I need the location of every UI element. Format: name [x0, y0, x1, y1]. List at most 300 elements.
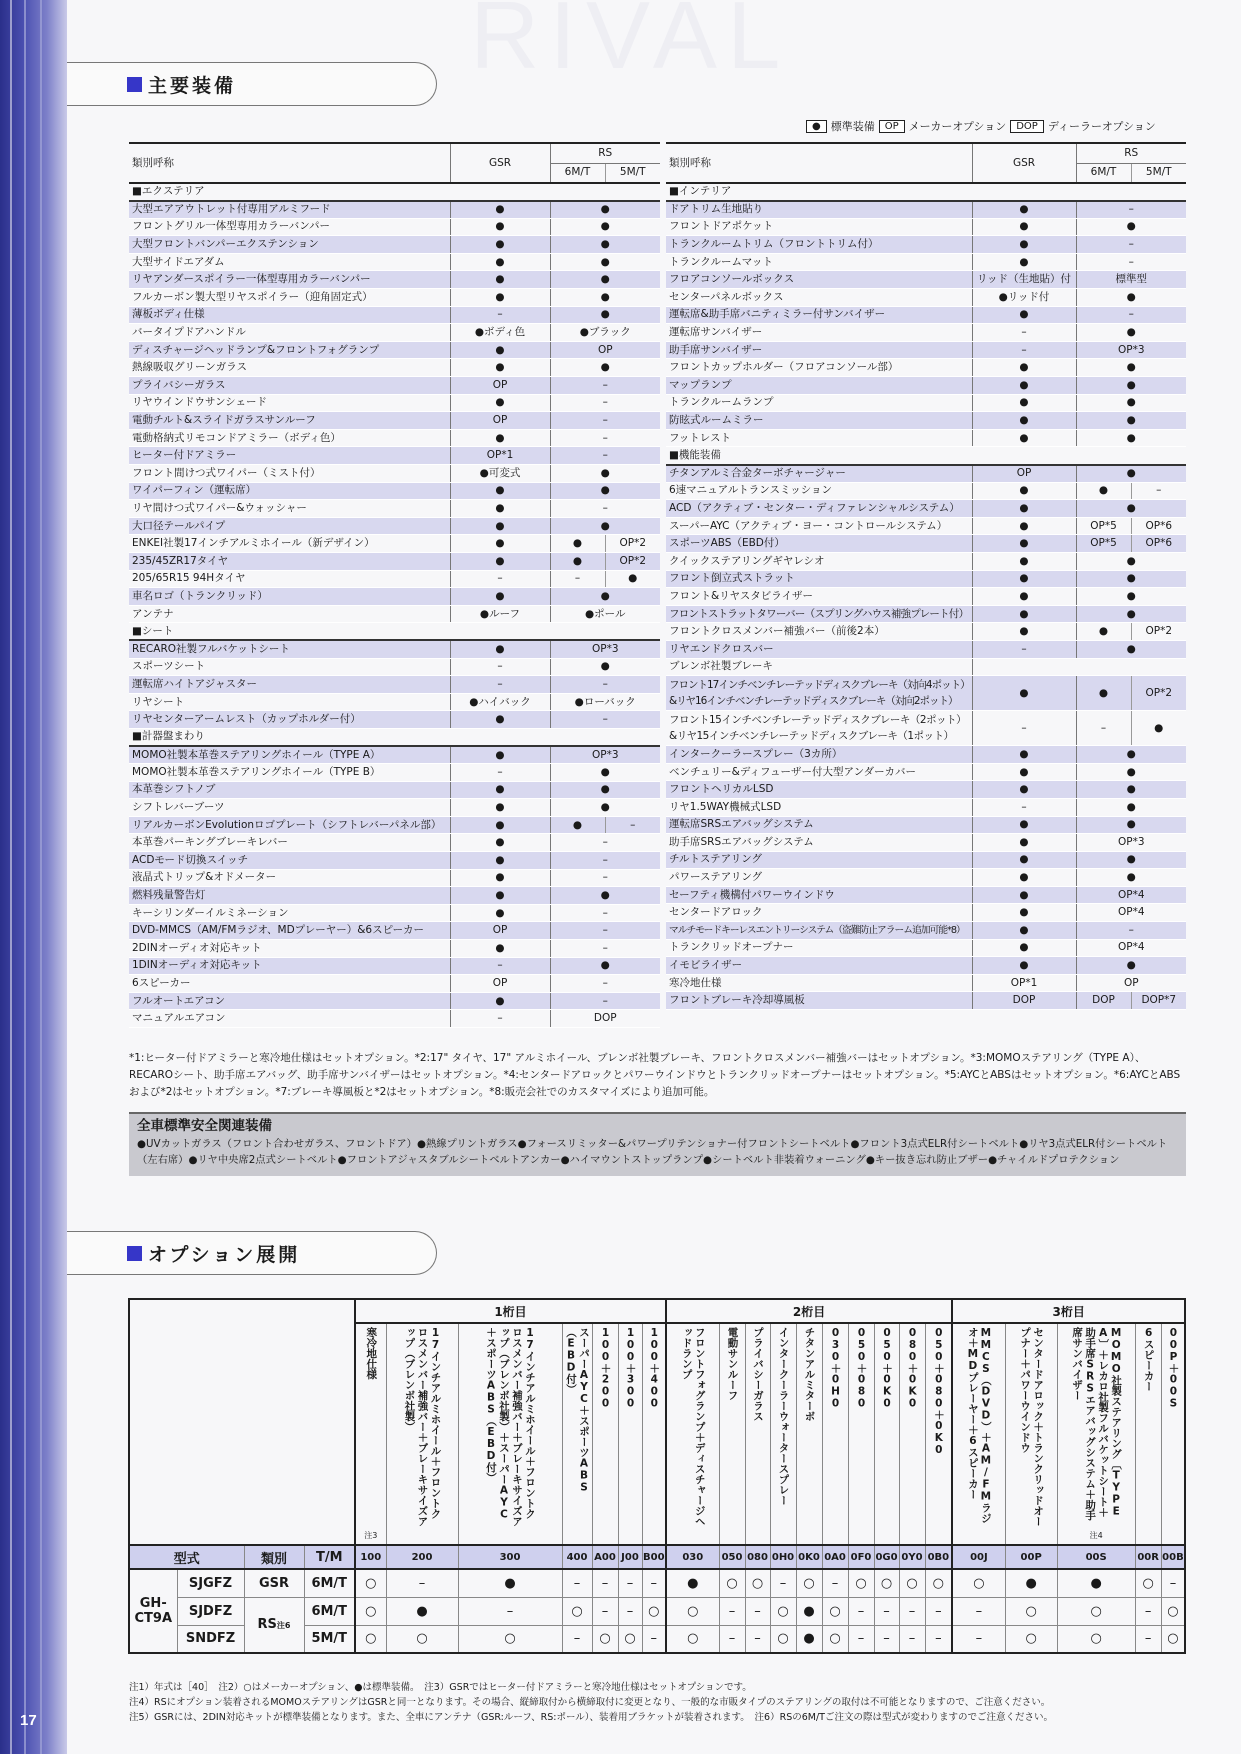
rs-value: ●: [550, 781, 660, 799]
section-row: [666, 447, 1186, 465]
option-code: 0A0: [822, 1545, 848, 1569]
item-name: [129, 341, 450, 359]
table-row: [129, 570, 660, 588]
rs-value: ●: [550, 253, 660, 271]
transmission: 6M/T: [304, 1597, 355, 1625]
legend-dop-box: DOP: [1010, 120, 1044, 133]
rs-value: ●: [1076, 324, 1186, 342]
table-row: [129, 412, 660, 430]
item-name: [666, 289, 972, 307]
legend-dop-label: ディーラーオプション: [1047, 120, 1156, 133]
item-name: [129, 1010, 450, 1028]
item-name: [666, 974, 972, 992]
gsr-value: OP: [450, 377, 550, 395]
rs-6mt-value: OP*5: [1076, 517, 1131, 535]
rs-value: –: [550, 904, 660, 922]
header-name: 類別呼称: [666, 143, 972, 183]
table-row: [129, 289, 660, 307]
option-column-label: [562, 1323, 592, 1545]
table-row: [129, 1569, 1185, 1597]
gsr-value: ●: [972, 517, 1076, 535]
item-name: [129, 500, 450, 518]
option-availability: –: [899, 1625, 925, 1653]
rs-6mt-value: –: [1076, 711, 1131, 746]
item-name: [129, 482, 450, 500]
table-row: [129, 271, 660, 289]
rs-value: –: [550, 447, 660, 465]
table-row: [666, 465, 1186, 483]
item-name: [666, 834, 972, 852]
empty-cell: [972, 658, 1186, 676]
item-name: [666, 500, 972, 518]
option-availability: ○: [1161, 1625, 1185, 1653]
item-name-text: パワーステアリング: [669, 871, 763, 884]
gsr-value: ●: [972, 570, 1076, 588]
table-row: [129, 799, 660, 817]
item-name-text: マップランプ: [669, 378, 732, 391]
rs-value: ●: [1076, 957, 1186, 975]
standard-safety-box: [129, 1112, 1186, 1176]
table-row: [129, 676, 660, 694]
option-availability: –: [822, 1569, 848, 1597]
page-edge-stripe: [0, 0, 67, 1754]
table-row: [666, 289, 1186, 307]
option-label-text: フロントフォグランプ＋ディスチャージヘッドランプ: [680, 1327, 706, 1527]
option-code: 050: [719, 1545, 745, 1569]
rs-value: ●: [550, 887, 660, 905]
gsr-value: ●: [450, 271, 550, 289]
gsr-value: ●リッド付: [972, 289, 1076, 307]
item-name: [129, 218, 450, 236]
option-availability: ○: [745, 1569, 770, 1597]
rs-value: DOP: [550, 1010, 660, 1028]
item-name: [129, 922, 450, 940]
option-availability: –: [848, 1625, 874, 1653]
header-rs-5mt: 5M/T: [605, 163, 660, 183]
item-name: [666, 482, 972, 500]
item-name: [666, 623, 972, 641]
rs-5mt-value: –: [605, 816, 660, 834]
rs-value: –: [1076, 922, 1186, 940]
model-group: GH-CT9A: [129, 1569, 177, 1653]
item-name: [129, 517, 450, 535]
table-row: [129, 535, 660, 553]
item-name: [666, 816, 972, 834]
item-name-text: トランクリッドオープナー: [669, 941, 794, 954]
item-name-text: 液晶式トリップ&オドメーター: [132, 871, 277, 884]
option-availability: ○: [562, 1597, 592, 1625]
section-label: ■エクステリア: [129, 183, 660, 201]
legend-op-box: OP: [879, 120, 905, 133]
item-name-text: リヤアンダースポイラー一体型専用カラーバンパー: [132, 273, 371, 286]
rs-value: –: [550, 940, 660, 958]
rs-5mt-value: OP*2: [1131, 623, 1186, 641]
gsr-value: ●: [450, 429, 550, 447]
option-availability: –: [1135, 1597, 1161, 1625]
item-name-text: フルオートエアコン: [132, 994, 226, 1007]
rs-6mt-value: ●: [550, 535, 605, 553]
item-name-text: MOMO社製本革巻ステアリングホイール（TYPE B）: [132, 765, 381, 778]
item-name: [666, 869, 972, 887]
rs-value: –: [1076, 253, 1186, 271]
rs-value: –: [1076, 306, 1186, 324]
item-name-text: 車名ロゴ（トランクリッド）: [132, 589, 268, 602]
table-row: [129, 253, 660, 271]
table-row: [666, 517, 1186, 535]
gsr-value: –: [450, 658, 550, 676]
header-rs: RS: [1076, 143, 1186, 163]
section-title-options: [67, 1231, 437, 1275]
option-label-text: センタードアロック＋トランクリッドオープナー＋パワーウインドウ: [1019, 1327, 1045, 1527]
item-name: [129, 447, 450, 465]
item-name-text: フロント倒立式ストラット: [669, 572, 795, 585]
rs-value: –: [1076, 236, 1186, 254]
table-row: [666, 253, 1186, 271]
table-row: [129, 640, 660, 658]
gsr-value: ●: [450, 799, 550, 817]
item-name: [129, 429, 450, 447]
item-name: [129, 834, 450, 852]
gsr-value: ●: [450, 517, 550, 535]
option-availability: –: [1161, 1569, 1185, 1597]
gsr-value: OP*1: [450, 447, 550, 465]
option-code: J00: [618, 1545, 642, 1569]
table-row: [129, 746, 660, 764]
rs-value: ●: [550, 271, 660, 289]
rs-value: ●: [1076, 798, 1186, 816]
table-row: [129, 1597, 1185, 1625]
option-code: 0K0: [796, 1545, 822, 1569]
table-row: [666, 957, 1186, 975]
table-row: [129, 447, 660, 465]
item-name-text: プライバシーガラス: [132, 378, 226, 391]
option-note: 注4: [1089, 1531, 1103, 1540]
rs-value: OP: [1076, 974, 1186, 992]
item-name: [666, 429, 972, 447]
rs-value: OP*3: [1076, 341, 1186, 359]
option-availability: ○: [925, 1569, 952, 1597]
digit-group-header: 2桁目: [666, 1299, 952, 1323]
equipment-footnotes: *1:ヒーター付ドアミラーと寒冷地仕様はセットオプション。*2:17" タイヤ、17" アルミホイール、ブレンボ社製ブレーキ、フロントクロスメンバー補強バーはセットオプション。*3:MOMOステアリング（TYPE A）、RECAROシート、助手席エアバッグ、助手席サンバイザーはセットオプション。*4:センタードアロックとパワーウインドウとトランクリッドオープナーはセットオプション。*5:AYCとABSはセットオプション。*6:AYCとABSおよび*2はセットオプション。*7:ブレーキ導風板と*2はセットオプション。*8:販売会社でのカスタマイズにより追加可能。: [129, 1052, 1181, 1098]
item-name: [129, 253, 450, 271]
option-label-text: 寒冷地仕様: [365, 1327, 378, 1380]
option-code: 200: [386, 1545, 458, 1569]
option-availability: ○: [770, 1625, 796, 1653]
table-row: [666, 535, 1186, 553]
table-row: [666, 640, 1186, 658]
rs-value: ●: [1076, 394, 1186, 412]
option-availability: ○: [822, 1625, 848, 1653]
item-name: [129, 658, 450, 676]
item-name-text-2: &リヤ15インチベンチレーテッドディスクブレーキ（1ポット）: [669, 730, 954, 743]
gsr-value: OP: [450, 412, 550, 430]
gsr-value: ●: [450, 482, 550, 500]
gsr-value: –: [450, 306, 550, 324]
item-name: [129, 289, 450, 307]
gsr-value: ●: [450, 289, 550, 307]
option-label-text: 050＋080＋0K0: [932, 1327, 945, 1456]
gsr-value: ●: [972, 834, 1076, 852]
rs-value: ●: [1076, 359, 1186, 377]
item-name-text: フロントグリル一体型専用カラーバンパー: [132, 220, 331, 233]
header-gsr: GSR: [450, 143, 550, 183]
rs-value: –: [550, 922, 660, 940]
square-bullet-icon: [127, 1246, 142, 1261]
gsr-value: ●: [450, 992, 550, 1010]
option-footnotes: [129, 1680, 1185, 1725]
gsr-value: ●: [450, 781, 550, 799]
rs-6mt-value: ●: [550, 816, 605, 834]
header-rs-6mt: 6M/T: [1076, 163, 1131, 183]
table-row: [666, 798, 1186, 816]
rs-value: ●ポール: [550, 605, 660, 623]
gsr-value: ●: [450, 201, 550, 219]
footnote-line: 注4）RSにオプション装着されるMOMOステアリングはGSRと同一となります。その場合、縦締取付から横締取付に変更となり、一般的な市販タイプのステアリングの取付は不可能となりますので、ご注意ください。: [129, 1697, 1051, 1708]
table-row: [666, 904, 1186, 922]
item-name: [666, 324, 972, 342]
item-name-text: ディスチャージヘッドランプ&フロントフォグランプ: [132, 343, 380, 356]
item-name-text: ヒーター付ドアミラー: [132, 449, 237, 462]
item-name: [129, 552, 450, 570]
option-label-text: 100＋200: [599, 1327, 612, 1410]
option-availability: –: [592, 1569, 618, 1597]
option-availability: ○: [666, 1597, 719, 1625]
gsr-value: ●ハイバック: [450, 693, 550, 711]
item-name-text: リヤエンドクロスバー: [669, 642, 774, 655]
item-name: [129, 799, 450, 817]
option-availability: –: [719, 1597, 745, 1625]
table-row: [129, 781, 660, 799]
option-label-text: 17インチアルミホイール＋フロントクロスメンバー補強バー＋ブレーキサイズアップ（ブレンボ社製）＋スーパーAYC＋スポーツABS（EBD付）: [485, 1327, 536, 1527]
option-availability: ○: [822, 1597, 848, 1625]
item-name: [129, 869, 450, 887]
header-rs: RS: [550, 143, 660, 163]
item-name: [666, 517, 972, 535]
gsr-value: ●: [972, 763, 1076, 781]
item-name-text: フロント15インチベンチレーテッドディスクブレーキ（2ポット）: [669, 714, 967, 727]
item-name: [666, 359, 972, 377]
item-name: [666, 341, 972, 359]
option-availability: ○: [1135, 1569, 1161, 1597]
item-name: [666, 798, 972, 816]
option-availability: ○: [355, 1597, 386, 1625]
gsr-value: ●: [972, 552, 1076, 570]
option-column-label: [822, 1323, 848, 1545]
section-label: ■インテリア: [666, 183, 1186, 201]
option-availability: ●: [386, 1597, 458, 1625]
table-row: [129, 992, 660, 1010]
item-name: [129, 816, 450, 834]
item-name: [129, 887, 450, 905]
option-column-label: [796, 1323, 822, 1545]
rs-value: ●: [1076, 570, 1186, 588]
table-row: [666, 711, 1186, 746]
table-row: [666, 781, 1186, 799]
table-row: [129, 887, 660, 905]
rs-value: 標準型: [1076, 271, 1186, 289]
option-column-label: [386, 1323, 458, 1545]
item-name: [129, 676, 450, 694]
rs-value: ●: [1076, 640, 1186, 658]
gsr-value: ●: [450, 746, 550, 764]
gsr-value: ●: [450, 218, 550, 236]
item-name: [129, 992, 450, 1010]
table-row: [129, 693, 660, 711]
rs-value: ●: [1076, 869, 1186, 887]
option-code: 100: [355, 1545, 386, 1569]
item-name-text: フロントブレーキ冷却導風板: [669, 994, 805, 1007]
item-name-text: 6速マニュアルトランスミッション: [669, 484, 833, 497]
item-name-text: リヤウインドウサンシェード: [132, 396, 267, 409]
item-name-text: 燃料残量警告灯: [132, 889, 206, 902]
item-name-text: チタンアルミ合金ターボチャージャー: [669, 467, 846, 480]
item-name-text: 2DINオーディオ対応キット: [132, 941, 262, 954]
rs-6mt-value: DOP: [1076, 992, 1131, 1010]
legend-op-label: メーカーオプション: [908, 120, 1007, 133]
option-column-label: [770, 1323, 796, 1545]
table-row: [666, 869, 1186, 887]
option-label-text: 080＋0K0: [906, 1327, 919, 1410]
item-name-text: 大口径テールパイプ: [132, 519, 226, 532]
table-row: [666, 939, 1186, 957]
option-availability: ○: [1005, 1597, 1057, 1625]
rs-value: OP*3: [550, 746, 660, 764]
option-label-text: 電動サンルーフ: [726, 1327, 739, 1401]
item-name-text: 助手席SRSエアバッグシステム: [669, 835, 814, 848]
option-availability: ○: [1057, 1625, 1135, 1653]
option-column-label: [925, 1323, 952, 1545]
option-label-text: 100＋400: [648, 1327, 661, 1410]
item-name: [129, 640, 450, 658]
item-name: [666, 781, 972, 799]
item-name-text: 電動チルト&スライドガラスサンルーフ: [132, 414, 316, 427]
option-availability: ●: [1057, 1569, 1135, 1597]
option-availability: –: [458, 1597, 562, 1625]
rs-value: ●: [1076, 412, 1186, 430]
rs-value: ●: [550, 517, 660, 535]
item-name-text: フルカーボン製大型リヤスポイラー（迎角固定式）: [132, 290, 373, 303]
item-name: [129, 394, 450, 412]
gsr-value: ●: [450, 394, 550, 412]
item-name-text: トランクルームマット: [669, 255, 773, 268]
safety-title: 全車標準安全関連装備: [137, 1118, 272, 1134]
rs-value: –: [550, 852, 660, 870]
gsr-value: ●: [972, 429, 1076, 447]
gsr-value: ●: [450, 552, 550, 570]
table-row: [666, 412, 1186, 430]
grade-text: RS: [257, 1617, 277, 1633]
rs-value: –: [550, 834, 660, 852]
gsr-value: OP: [450, 975, 550, 993]
gsr-value: ●: [972, 904, 1076, 922]
table-row: [666, 851, 1186, 869]
header-grade: 類別: [244, 1545, 304, 1569]
option-availability: ○: [874, 1569, 899, 1597]
item-name: [666, 465, 972, 483]
table-row: [129, 904, 660, 922]
rs-value: –: [550, 412, 660, 430]
spec-table-right: [666, 142, 1186, 1010]
gsr-value: ●: [972, 605, 1076, 623]
rs-value: ●: [550, 218, 660, 236]
gsr-value: –: [972, 640, 1076, 658]
item-name: [129, 764, 450, 782]
option-column-label: [618, 1323, 642, 1545]
item-name: [129, 588, 450, 606]
option-availability: –: [925, 1597, 952, 1625]
rs-value: ●ローバック: [550, 693, 660, 711]
option-availability: –: [745, 1625, 770, 1653]
table-row: [666, 377, 1186, 395]
item-name: [666, 535, 972, 553]
item-name-text: アンテナ: [132, 607, 174, 620]
rs-value: ●: [1076, 218, 1186, 236]
transmission: 5M/T: [304, 1625, 355, 1653]
option-availability: ●: [458, 1569, 562, 1597]
table-row: [129, 940, 660, 958]
item-name-text: ドアトリム生地貼り: [669, 203, 764, 216]
table-row: [666, 623, 1186, 641]
item-name: [666, 306, 972, 324]
table-row: [129, 218, 660, 236]
item-name: [129, 781, 450, 799]
table-row: [666, 570, 1186, 588]
option-code: 0B0: [925, 1545, 952, 1569]
item-name: [129, 271, 450, 289]
option-availability: –: [952, 1597, 1005, 1625]
item-name: [666, 763, 972, 781]
item-name: [666, 711, 972, 746]
item-name: [666, 939, 972, 957]
gsr-value: ●: [450, 834, 550, 852]
table-row: [129, 465, 660, 483]
item-name: [666, 218, 972, 236]
header-tm: T/M: [304, 1545, 355, 1569]
gsr-value: ●: [450, 253, 550, 271]
table-row: [129, 500, 660, 518]
gsr-value: ●: [450, 341, 550, 359]
gsr-value: ●: [972, 218, 1076, 236]
option-availability: ○: [618, 1625, 642, 1653]
rs-value: OP*4: [1076, 886, 1186, 904]
legend-std-label: 標準装備: [830, 120, 875, 133]
item-name-text: 大型フロントバンパーエクステンション: [132, 238, 319, 251]
option-availability: ○: [719, 1569, 745, 1597]
item-name-text: スーパーAYC（アクティブ・ヨー・コントロールシステム）: [669, 519, 948, 532]
gsr-value: ●ルーフ: [450, 605, 550, 623]
transmission: 6M/T: [304, 1569, 355, 1597]
gsr-value: ●: [450, 236, 550, 254]
item-name-text: 205/65R15 94Hタイヤ: [132, 572, 246, 585]
table-row: [129, 764, 660, 782]
section-label: ■シート: [129, 623, 660, 641]
table-row: [129, 359, 660, 377]
gsr-value: ●: [450, 535, 550, 553]
option-availability: ○: [666, 1625, 719, 1653]
gsr-value: ●: [972, 377, 1076, 395]
option-availability: –: [848, 1597, 874, 1625]
section-row: [129, 183, 660, 201]
gsr-value: ●可変式: [450, 465, 550, 483]
gsr-value: OP: [972, 465, 1076, 483]
rs-value: –: [550, 500, 660, 518]
section-title-text: オプション展開: [148, 1243, 301, 1266]
option-availability: –: [952, 1625, 1005, 1653]
item-name-text: マルチモードキーレスエントリーシステム（盗難防止アラーム追加可能*8）: [669, 924, 965, 936]
item-name-text: ENKEI社製17インチアルミホイール（新デザイン）: [132, 537, 375, 550]
digit-group-header: 3桁目: [952, 1299, 1185, 1323]
option-label-text: チタンアルミターボ: [803, 1327, 816, 1422]
